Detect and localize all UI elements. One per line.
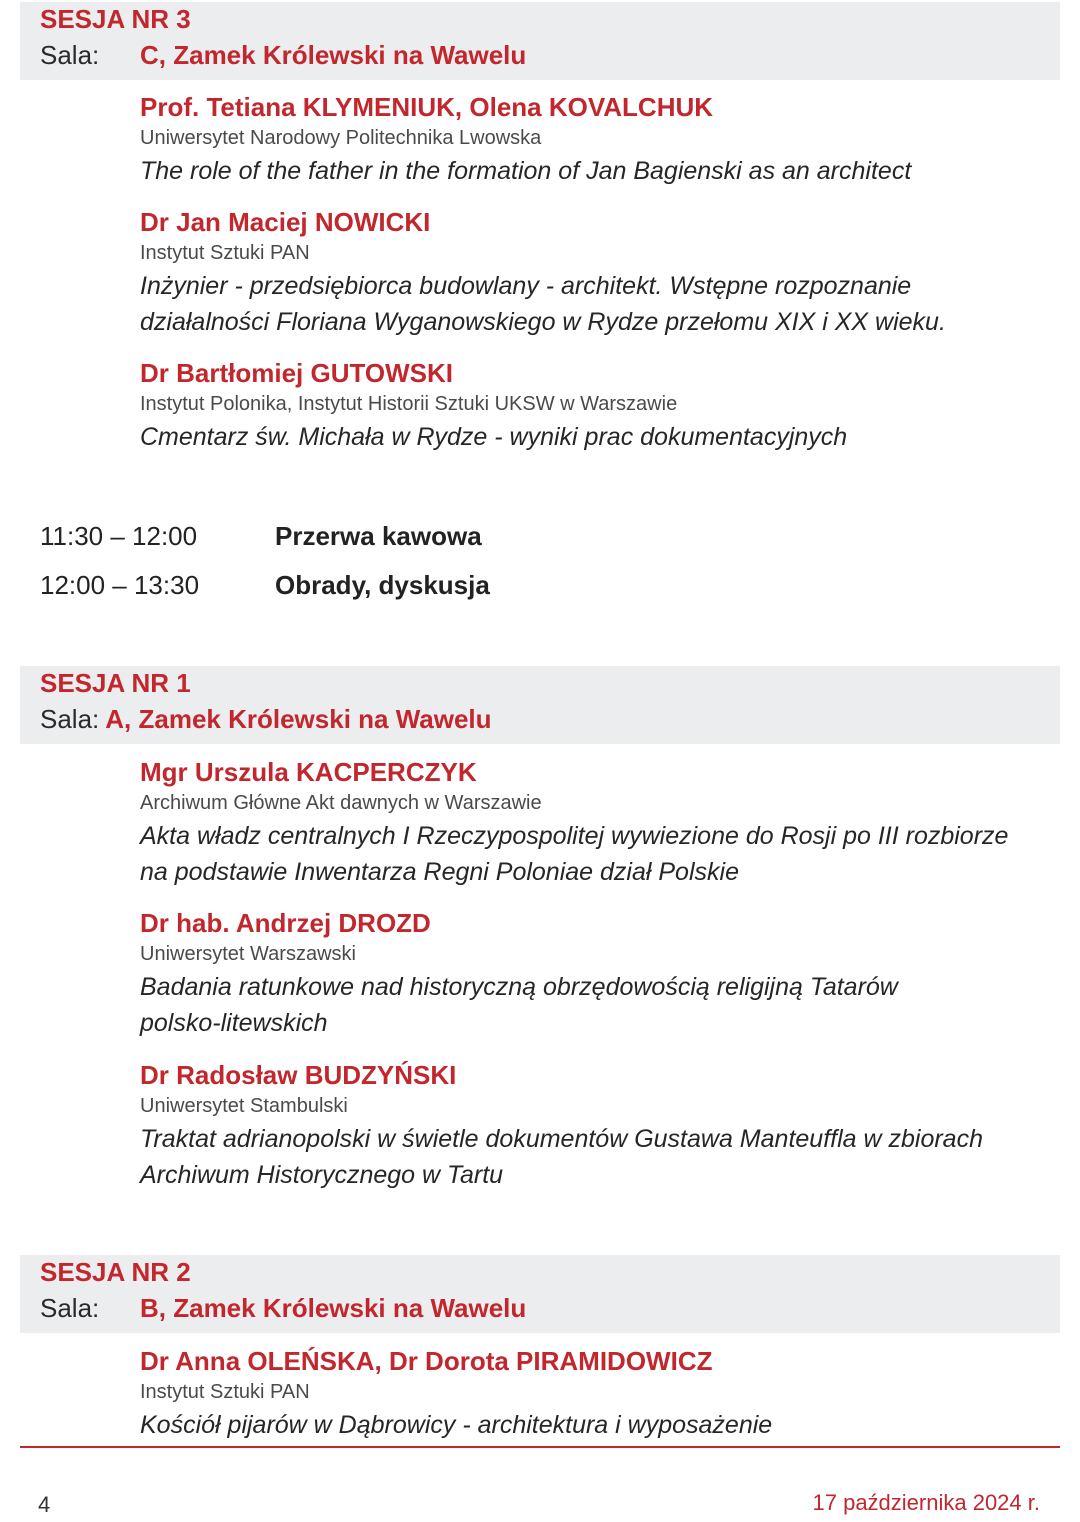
room-label: Sala: <box>40 40 100 70</box>
speaker-entry <box>140 1060 1040 1193</box>
session-3-room <box>40 40 527 71</box>
speaker-entry <box>140 908 1040 1041</box>
agenda-row <box>40 521 940 555</box>
page-number: 4 <box>38 1492 51 1517</box>
session-1-room <box>40 704 492 735</box>
speaker-name: Dr Jan Maciej NOWICKI <box>140 207 431 237</box>
agenda-label: Przerwa kawowa <box>275 521 482 551</box>
session-2-header <box>20 1255 1060 1333</box>
speaker-institution: Instytut Sztuki PAN <box>140 242 310 264</box>
room-label: Sala: <box>40 1293 100 1323</box>
session-3-header <box>20 2 1060 80</box>
speaker-entry <box>140 1346 1040 1443</box>
speaker-name: Prof. Tetiana KLYMENIUK, Olena KOVALCHUK <box>140 92 714 122</box>
talk-title: Kościół pijarów w Dąbrowicy - architektura i wyposażenie <box>140 1411 773 1439</box>
agenda-time: 12:00 – 13:30 <box>40 570 200 600</box>
speaker-entry <box>140 358 1040 455</box>
speaker-institution: Instytut Polonika, Instytut Historii Sztuki UKSW w Warszawie <box>140 393 678 415</box>
speaker-institution: Instytut Sztuki PAN <box>140 1381 310 1403</box>
speaker-institution: Uniwersytet Narodowy Politechnika Lwowska <box>140 127 542 149</box>
talk-title: Akta władz centralnych I Rzeczypospolitej wywiezione do Rosji po III rozbiorze na podstawie Inwentarza Regni Poloniae dział Polskie <box>140 822 1009 886</box>
speaker-entry <box>140 207 1040 340</box>
speaker-name: Mgr Urszula KACPERCZYK <box>140 757 477 787</box>
talk-title: Inżynier - przedsiębiorca budowlany - architekt. Wstępne rozpoznanie działalności Floriana Wyganowskiego w Rydze przełomu XIX i XX wieku. <box>140 272 946 336</box>
talk-title: Traktat adrianopolski w świetle dokumentów Gustawa Manteuffla w zbiorach Archiwum Historycznego w Tartu <box>140 1125 983 1189</box>
footer-divider <box>20 1446 1060 1448</box>
session-1-header <box>20 666 1060 744</box>
room-value: C, Zamek Królewski na Wawelu <box>140 40 527 70</box>
speaker-institution: Uniwersytet Warszawski <box>140 943 356 965</box>
talk-title: Badania ratunkowe nad historyczną obrzędowością religijną Tatarów polsko-litewskich <box>140 973 898 1037</box>
agenda-row <box>40 570 940 604</box>
speaker-entry <box>140 757 1040 890</box>
speaker-entry <box>140 92 1040 189</box>
session-2-room <box>40 1293 527 1324</box>
speaker-name: Dr Radosław BUDZYŃSKI <box>140 1060 457 1090</box>
room-value: B, Zamek Królewski na Wawelu <box>140 1293 527 1323</box>
speaker-name: Dr hab. Andrzej DROZD <box>140 908 431 938</box>
speaker-name: Dr Anna OLEŃSKA, Dr Dorota PIRAMIDOWICZ <box>140 1346 713 1376</box>
session-3-title: SESJA NR 3 <box>40 4 191 34</box>
speaker-institution: Archiwum Główne Akt dawnych w Warszawie <box>140 792 542 814</box>
agenda-time: 11:30 – 12:00 <box>40 521 198 551</box>
room-label: Sala: <box>40 704 100 734</box>
session-1-title: SESJA NR 1 <box>40 668 191 698</box>
talk-title: Cmentarz św. Michała w Rydze - wyniki prac dokumentacyjnych <box>140 423 848 451</box>
session-2-title: SESJA NR 2 <box>40 1257 191 1287</box>
footer-date: 17 października 2024 r. <box>812 1490 1040 1515</box>
agenda-label: Obrady, dyskusja <box>275 570 490 600</box>
room-value: A, Zamek Królewski na Wawelu <box>105 704 492 734</box>
speaker-institution: Uniwersytet Stambulski <box>140 1095 348 1117</box>
talk-title: The role of the father in the formation of Jan Bagienski as an architect <box>140 157 912 185</box>
speaker-name: Dr Bartłomiej GUTOWSKI <box>140 358 454 388</box>
